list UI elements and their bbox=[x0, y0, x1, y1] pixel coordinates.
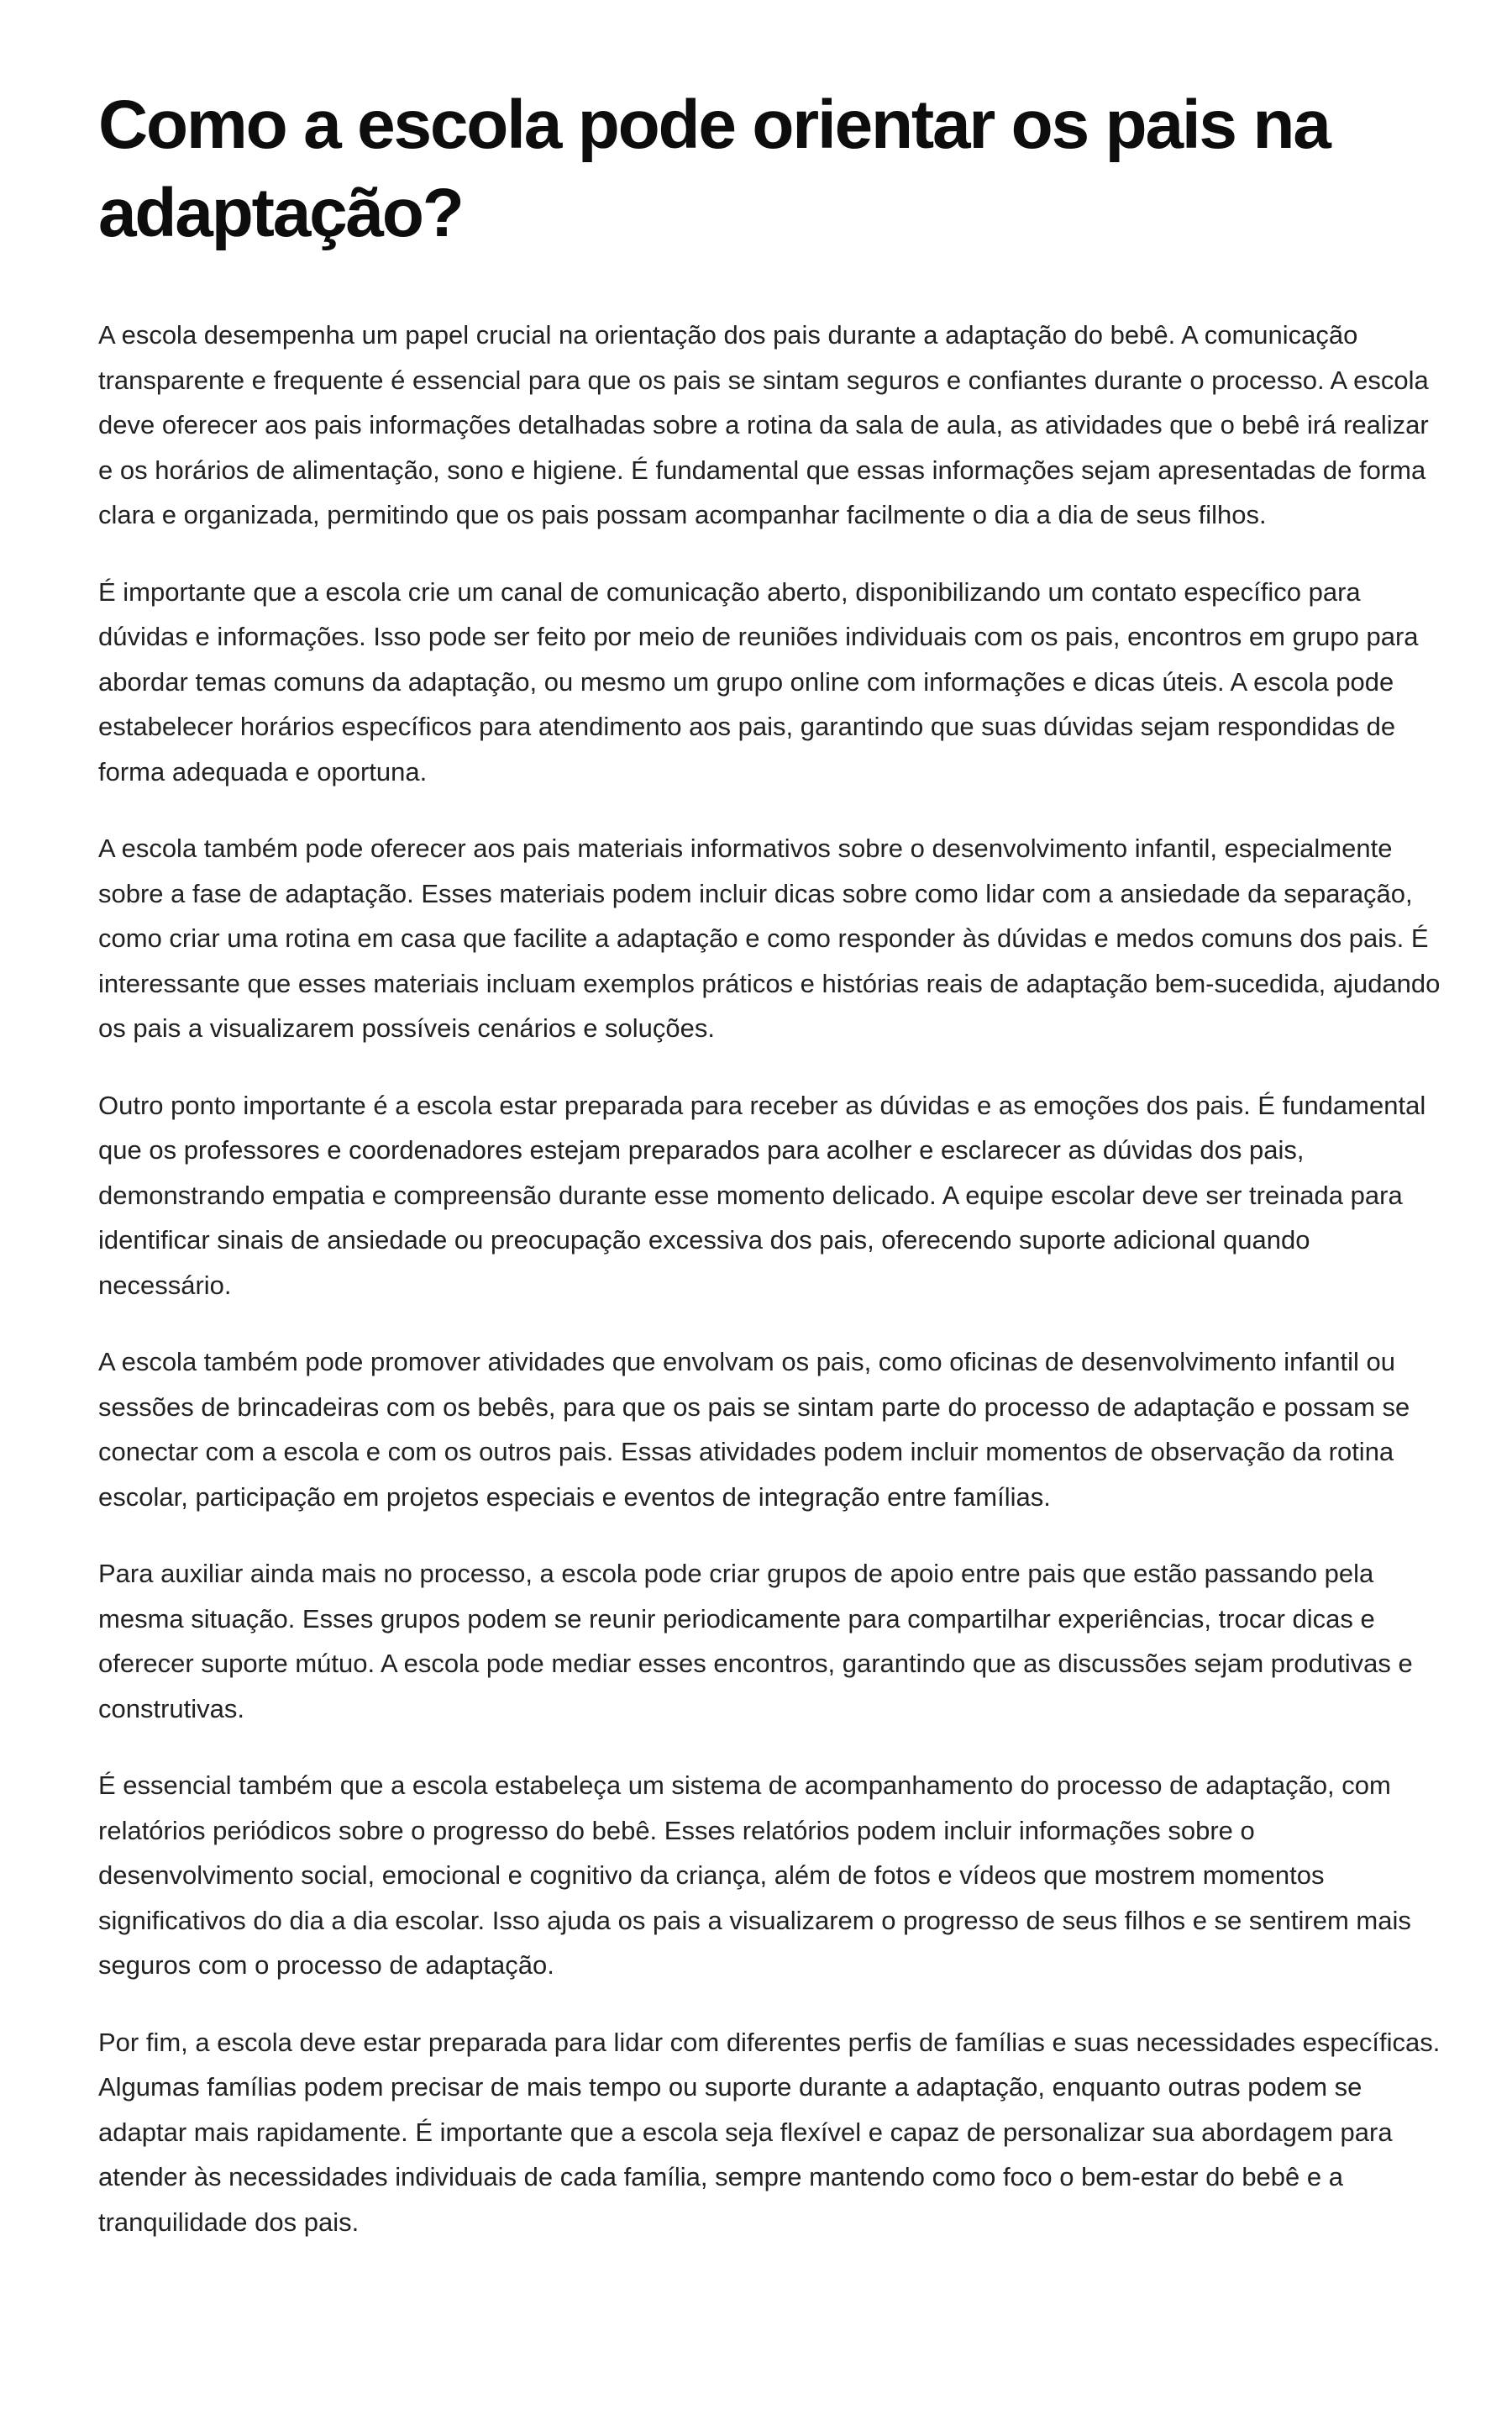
paragraph-7: É essencial também que a escola estabeleça um sistema de acompanhamento do processo de adaptação, com relatórios periódicos sobre o progresso do bebê. Esses relatórios podem incluir informações sobre o desenvolvimento social, emocional e cognitivo da criança, além de fotos e vídeos que mostrem momentos significativos do dia a dia escolar. Isso ajuda os pais a visualizarem o progresso de seus filhos e se sentirem mais seguros com o processo de adaptação. bbox=[98, 1770, 1411, 1980]
paragraph-8: Por fim, a escola deve estar preparada para lidar com diferentes perfis de famílias e suas necessidades específicas. Algumas famílias podem precisar de mais tempo ou suporte durante a adaptação, enquanto outras podem se adaptar mais rapidamente. É importante que a escola seja flexível e capaz de personalizar sua abordagem para atender às necessidades individuais de cada família, sempre mantendo como foco o bem-estar do bebê e a tranquilidade dos pais. bbox=[98, 2027, 1441, 2237]
page-title: Como a escola pode orientar os pais na adaptação? bbox=[98, 87, 1330, 251]
article bbox=[98, 81, 1442, 2276]
paragraph-6: Para auxiliar ainda mais no processo, a escola pode criar grupos de apoio entre pais que estão passando pela mesma situação. Esses grupos podem se reunir periodicamente para compartilhar experiências, trocar dicas e oferecer suporte mútuo. A escola pode mediar esses encontros, garantindo que as discussões sejam produtivas e construtivas. bbox=[98, 1559, 1413, 1723]
paragraph-3: A escola também pode oferecer aos pais materiais informativos sobre o desenvolvimento infantil, especialmente sobre a fase de adaptação. Esses materiais podem incluir dicas sobre como lidar com a ansiedade da separação, como criar uma rotina em casa que facilite a adaptação e como responder às dúvidas e medos comuns dos pais. É interessante que esses materiais incluam exemplos práticos e histórias reais de adaptação bem-sucedida, ajudando os pais a visualizarem possíveis cenários e soluções. bbox=[98, 834, 1441, 1043]
paragraph-5: A escola também pode promover atividades que envolvam os pais, como oficinas de desenvolvimento infantil ou sessões de brincadeiras com os bebês, para que os pais se sintam parte do processo de adaptação e possam se conectar com a escola e com os outros pais. Essas atividades podem incluir momentos de observação da rotina escolar, participação em projetos especiais e eventos de integração entre famílias. bbox=[98, 1347, 1410, 1512]
paragraph-4: Outro ponto importante é a escola estar preparada para receber as dúvidas e as emoções dos pais. É fundamental que os professores e coordenadores estejam preparados para acolher e esclarecer as dúvidas dos pais, demonstrando empatia e compreensão durante esse momento delicado. A equipe escolar deve ser treinada para identificar sinais de ansiedade ou preocupação excessiva dos pais, oferecendo suporte adicional quando necessário. bbox=[98, 1090, 1426, 1300]
paragraph-1: A escola desempenha um papel crucial na orientação dos pais durante a adaptação do bebê. A comunicação transparente e frequente é essencial para que os pais se sintam seguros e confiantes durante o processo. A escola deve oferecer aos pais informações detalhadas sobre a rotina da sala de aula, as atividades que o bebê irá realizar e os horários de alimentação, sono e higiene. É fundamental que essas informações sejam apresentadas de forma clara e organizada, permitindo que os pais possam acompanhar facilmente o dia a dia de seus filhos. bbox=[98, 320, 1429, 529]
paragraph-2: É importante que a escola crie um canal de comunicação aberto, disponibilizando um contato específico para dúvidas e informações. Isso pode ser feito por meio de reuniões individuais com os pais, encontros em grupo para abordar temas comuns da adaptação, ou mesmo um grupo online com informações e dicas úteis. A escola pode estabelecer horários específicos para atendimento aos pais, garantindo que suas dúvidas sejam respondidas de forma adequada e oportuna. bbox=[98, 576, 1419, 786]
